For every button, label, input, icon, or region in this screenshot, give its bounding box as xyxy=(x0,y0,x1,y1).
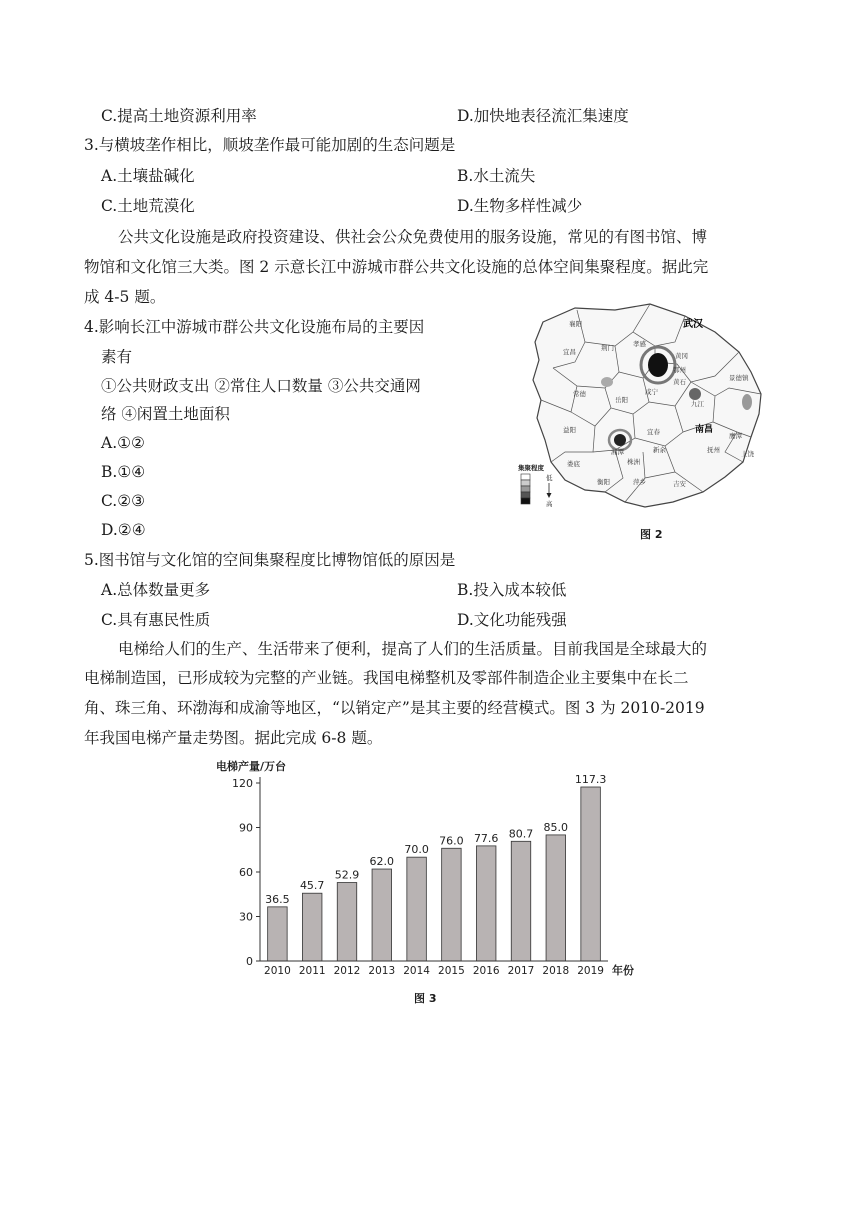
passage2-line3: 角、珠三角、环渤海和成渝等地区，“以销定产”是其主要的经营模式。图 3 为 2010-2019 xyxy=(84,699,705,717)
map-label-zhuzhou: 株洲 xyxy=(627,458,640,466)
map-label-huangshi: 黄石 xyxy=(673,378,686,386)
bar-2014 xyxy=(407,857,426,961)
legend-title: 集聚程度 xyxy=(518,464,544,472)
q5-option-d[interactable]: D.文化功能残强 xyxy=(457,611,567,629)
q3-option-c[interactable]: C.土地荒漠化 xyxy=(101,197,195,215)
passage2-line4: 年我国电梯产量走势图。据此完成 6-8 题。 xyxy=(84,729,383,747)
q4-items-line1: ①公共财政支出 ②常住人口数量 ③公共交通网 xyxy=(101,377,421,395)
x-tick-label: 2013 xyxy=(368,965,396,977)
map-label-nanchang: 南昌 xyxy=(695,425,714,435)
map-label-xianning: 咸宁 xyxy=(645,388,658,396)
x-tick-label: 2015 xyxy=(438,965,465,977)
passage2-line2: 电梯制造国，已形成较为完整的产业链。我国电梯整机及零部件制造企业主要集中在长二 xyxy=(84,669,689,687)
map-label-jingdezhen: 景德镇 xyxy=(729,374,749,382)
x-tick-label: 2010 xyxy=(264,965,291,977)
bar-2015 xyxy=(442,848,461,961)
q4-option-a[interactable]: A.①② xyxy=(101,434,145,452)
map-label-fuzhou: 抚州 xyxy=(707,446,720,454)
legend-high: 高 xyxy=(546,500,553,508)
x-tick-label: 2014 xyxy=(403,965,430,977)
map-label-xiangtan: 湘潭 xyxy=(611,448,624,456)
q4-items-line2: 络 ④闲置土地面积 xyxy=(101,405,230,423)
map-label-hengyang: 衡阳 xyxy=(597,478,610,486)
passage1-line2: 物馆和文化馆三大类。图 2 示意长江中游城市群公共文化设施的总体空间集聚程度。据此完 xyxy=(84,258,709,276)
figure2-caption: 图 2 xyxy=(640,528,663,541)
x-tick-label: 2012 xyxy=(333,965,361,977)
legend-swatch-3 xyxy=(521,486,530,492)
figure3-caption: 图 3 xyxy=(414,992,437,1005)
map-outline xyxy=(533,304,761,507)
passage1-line1: 公共文化设施是政府投资建设、供社会公众免费使用的服务设施，常见的有图书馆、博 xyxy=(118,228,708,246)
x-tick-label: 2019 xyxy=(577,965,604,977)
bar-value-label: 36.5 xyxy=(265,892,290,906)
bar-2011 xyxy=(302,893,321,961)
map-legend xyxy=(518,463,553,508)
q4-stem-line1: 4.影响长江中游城市群公共文化设施布局的主要因 xyxy=(84,318,425,336)
q4-option-c[interactable]: C.②③ xyxy=(101,492,146,510)
map-label-xiangyang: 襄阳 xyxy=(569,320,582,328)
passage2-line1: 电梯给人们的生产、生活带来了便利，提高了人们的生活质量。目前我国是全球最大的 xyxy=(118,640,708,658)
chart-ylabel: 电梯产量/万台 xyxy=(216,760,287,773)
bar-2017 xyxy=(511,841,530,961)
city-cluster-map xyxy=(515,302,773,520)
legend-swatch-5 xyxy=(521,498,530,504)
bar-value-label: 77.6 xyxy=(473,831,499,845)
legend-swatch-4 xyxy=(521,492,530,498)
bar-2012 xyxy=(337,883,356,961)
bar-value-label: 85.0 xyxy=(543,820,569,834)
q5-option-b[interactable]: B.投入成本较低 xyxy=(457,581,567,599)
bar-2016 xyxy=(476,846,495,961)
bar-value-label: 52.9 xyxy=(334,868,360,882)
x-tick-label: 2017 xyxy=(507,965,535,977)
bar-value-label: 70.0 xyxy=(404,843,429,857)
bar-value-label: 117.3 xyxy=(574,773,607,787)
map-label-xiaogan: 孝感 xyxy=(633,340,646,348)
legend-low: 低 xyxy=(546,474,553,482)
y-tick-label: 30 xyxy=(239,910,253,924)
map-svg xyxy=(515,302,773,520)
map-label-wuhan: 武汉 xyxy=(683,319,703,330)
x-axis-ticks xyxy=(264,965,604,977)
bars-group xyxy=(265,773,606,961)
legend-swatch-1 xyxy=(521,474,530,480)
bar-2013 xyxy=(372,869,391,961)
map-label-pingxiang: 萍乡 xyxy=(633,478,646,486)
map-label-yingtan: 鹰潭 xyxy=(729,432,742,440)
q5-stem: 5.图书馆与文化馆的空间集聚程度比博物馆低的原因是 xyxy=(84,551,456,569)
y-tick-label: 0 xyxy=(246,955,253,968)
elevator-output-chart xyxy=(216,758,656,983)
q3-stem: 3.与横坡垄作相比，顺坡垄作最可能加剧的生态问题是 xyxy=(84,136,456,154)
legend-swatch-2 xyxy=(521,480,530,486)
q4-option-b[interactable]: B.①④ xyxy=(101,463,146,481)
q3-option-b[interactable]: B.水土流失 xyxy=(457,167,536,185)
y-axis-ticks xyxy=(232,777,260,968)
bar-2019 xyxy=(581,787,600,961)
map-label-yiyang: 益阳 xyxy=(563,426,576,434)
y-tick-label: 120 xyxy=(232,777,253,790)
x-tick-label: 2011 xyxy=(298,965,326,977)
bar-2018 xyxy=(546,835,565,961)
map-label-yueyang: 岳阳 xyxy=(615,396,628,404)
y-tick-label: 60 xyxy=(239,866,253,879)
bar-value-label: 45.7 xyxy=(299,879,325,893)
map-label-ezhou: 鄂州 xyxy=(673,366,686,374)
map-label-huanggang: 黄冈 xyxy=(675,352,688,360)
map-label-xinyu: 新余 xyxy=(653,446,666,454)
passage1-line3: 成 4-5 题。 xyxy=(84,288,166,306)
map-label-yichang: 宜昌 xyxy=(563,348,576,356)
q4-stem-line2: 素有 xyxy=(101,348,133,366)
map-label-yichun: 宜春 xyxy=(647,428,660,436)
bar-value-label: 62.0 xyxy=(369,855,395,869)
map-label-loudi: 娄底 xyxy=(567,460,580,468)
q3-option-a[interactable]: A.土壤盐碱化 xyxy=(101,167,195,185)
bar-value-label: 80.7 xyxy=(508,827,534,841)
x-tick-label: 2018 xyxy=(542,965,570,977)
bar-chart-svg xyxy=(216,758,656,983)
map-label-changde: 常德 xyxy=(573,390,586,398)
x-tick-label: 2016 xyxy=(472,965,500,977)
y-tick-label: 90 xyxy=(239,821,253,835)
map-label-shangrao: 上饶 xyxy=(741,450,754,458)
q2-option-d[interactable]: D.加快地表径流汇集速度 xyxy=(457,107,629,125)
bar-2010 xyxy=(268,907,287,961)
bar-value-label: 76.0 xyxy=(439,834,464,848)
q4-option-d[interactable]: D.②④ xyxy=(101,521,146,539)
legend-arrow-head xyxy=(547,493,552,498)
q5-option-a[interactable]: A.总体数量更多 xyxy=(101,581,211,599)
q5-option-c[interactable]: C.具有惠民性质 xyxy=(101,611,211,629)
q2-option-c[interactable]: C.提高土地资源利用率 xyxy=(101,107,257,125)
map-label-jian: 吉安 xyxy=(673,480,686,488)
map-label-jingmen: 荆门 xyxy=(601,344,614,352)
q3-option-d[interactable]: D.生物多样性减少 xyxy=(457,197,583,215)
chart-xlabel: 年份 xyxy=(612,964,634,977)
map-label-jiujiang: 九江 xyxy=(691,400,704,408)
